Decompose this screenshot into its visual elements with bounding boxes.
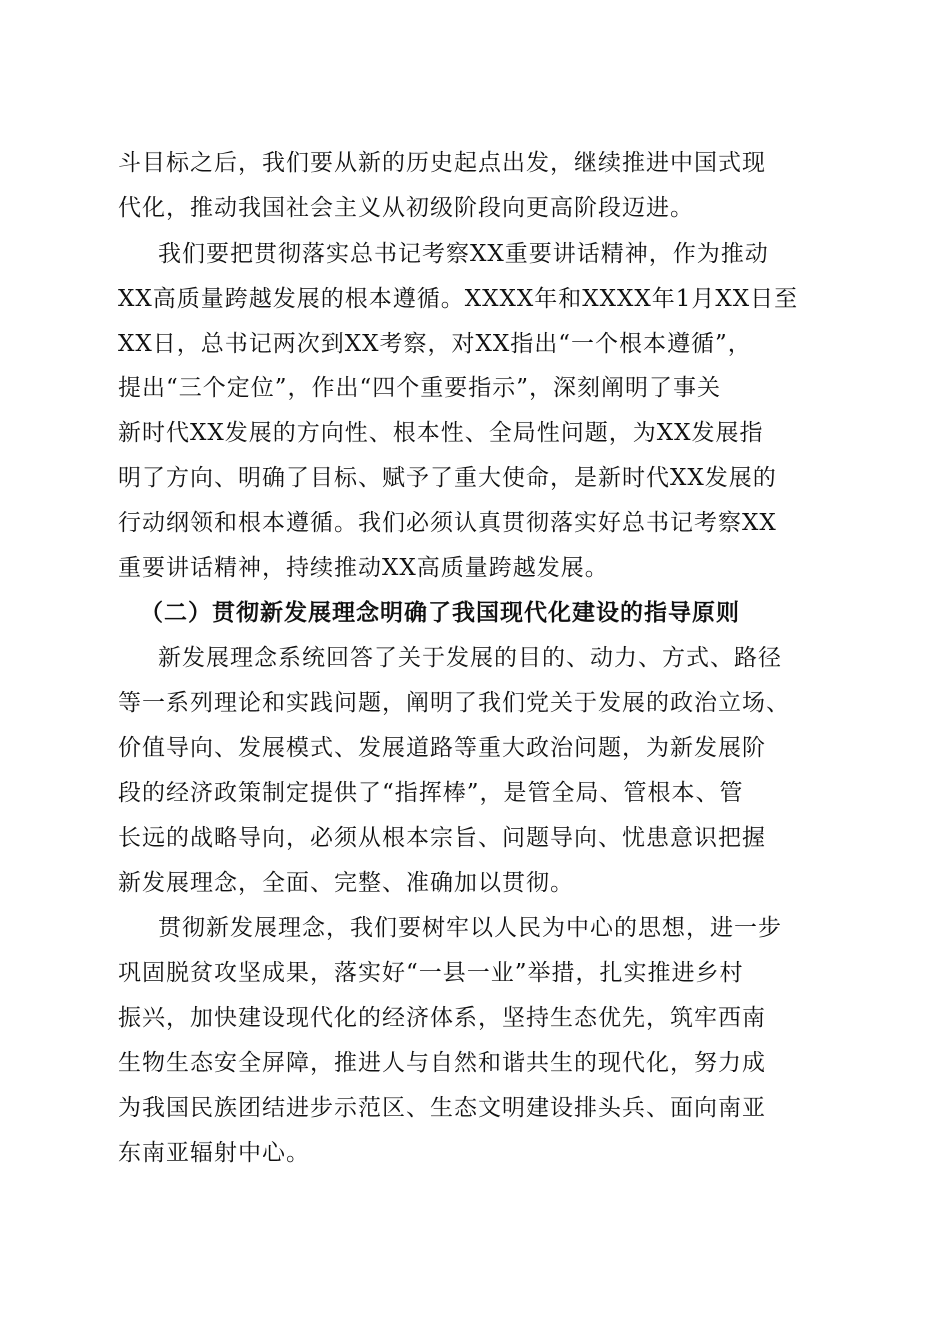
text-line: 段的经济政策制定提供了“指挥棒”，是管全局、管根本、管 (118, 780, 744, 806)
text-line: 为我国民族团结进步示范区、生态文明建设排头兵、面向南亚 (118, 1095, 766, 1121)
paragraph-start-line: 我们要把贯彻落实总书记考察XX重要讲话精神，作为推动 (158, 241, 769, 267)
text-line: 巩固脱贫攻坚成果，落实好“一县一业”举措，扎实推进乡村 (118, 960, 744, 986)
text-line: 提出“三个定位”，作出“四个重要指示”，深刻阐明了事关 (118, 375, 722, 401)
text-line: 等一系列理论和实践问题，阐明了我们党关于发展的政治立场、 (118, 690, 790, 716)
text-line: 行动纲领和根本遵循。我们必须认真贯彻落实好总书记考察XX (118, 510, 777, 536)
text-line: XX高质量跨越发展的根本遵循。XXXX年和XXXX年1月XX日至 (118, 286, 799, 312)
text-line: 新时代XX发展的方向性、根本性、全局性问题，为XX发展指 (118, 420, 764, 446)
paragraph-start-line: 新发展理念系统回答了关于发展的目的、动力、方式、路径 (158, 645, 782, 671)
text-line: 明了方向、明确了目标、赋予了重大使命，是新时代XX发展的 (118, 465, 777, 491)
text-line: 振兴，加快建设现代化的经济体系，坚持生态优先，筑牢西南 (118, 1005, 766, 1031)
section-heading: （二）贯彻新发展理念明确了我国现代化建设的指导原则 (140, 599, 740, 626)
text-line: 价值导向、发展模式、发展道路等重大政治问题，为新发展阶 (118, 735, 766, 761)
text-line: 新发展理念，全面、完整、准确加以贯彻。 (118, 870, 574, 896)
text-line: 重要讲话精神，持续推动XX高质量跨越发展。 (118, 555, 609, 581)
text-line: 长远的战略导向，必须从根本宗旨、问题导向、忧患意识把握 (118, 825, 766, 851)
text-line: 生物生态安全屏障，推进人与自然和谐共生的现代化，努力成 (118, 1050, 766, 1076)
paragraph-start-line: 贯彻新发展理念，我们要树牢以人民为中心的思想，进一步 (158, 915, 782, 941)
text-line: 斗目标之后，我们要从新的历史起点出发，继续推进中国式现 (118, 150, 766, 176)
text-line: XX日，总书记两次到XX考察，对XX指出“一个根本遵循”， (118, 331, 752, 357)
text-line: 东南亚辐射中心。 (118, 1140, 310, 1166)
text-line: 代化，推动我国社会主义从初级阶段向更高阶段迈进。 (118, 195, 694, 221)
